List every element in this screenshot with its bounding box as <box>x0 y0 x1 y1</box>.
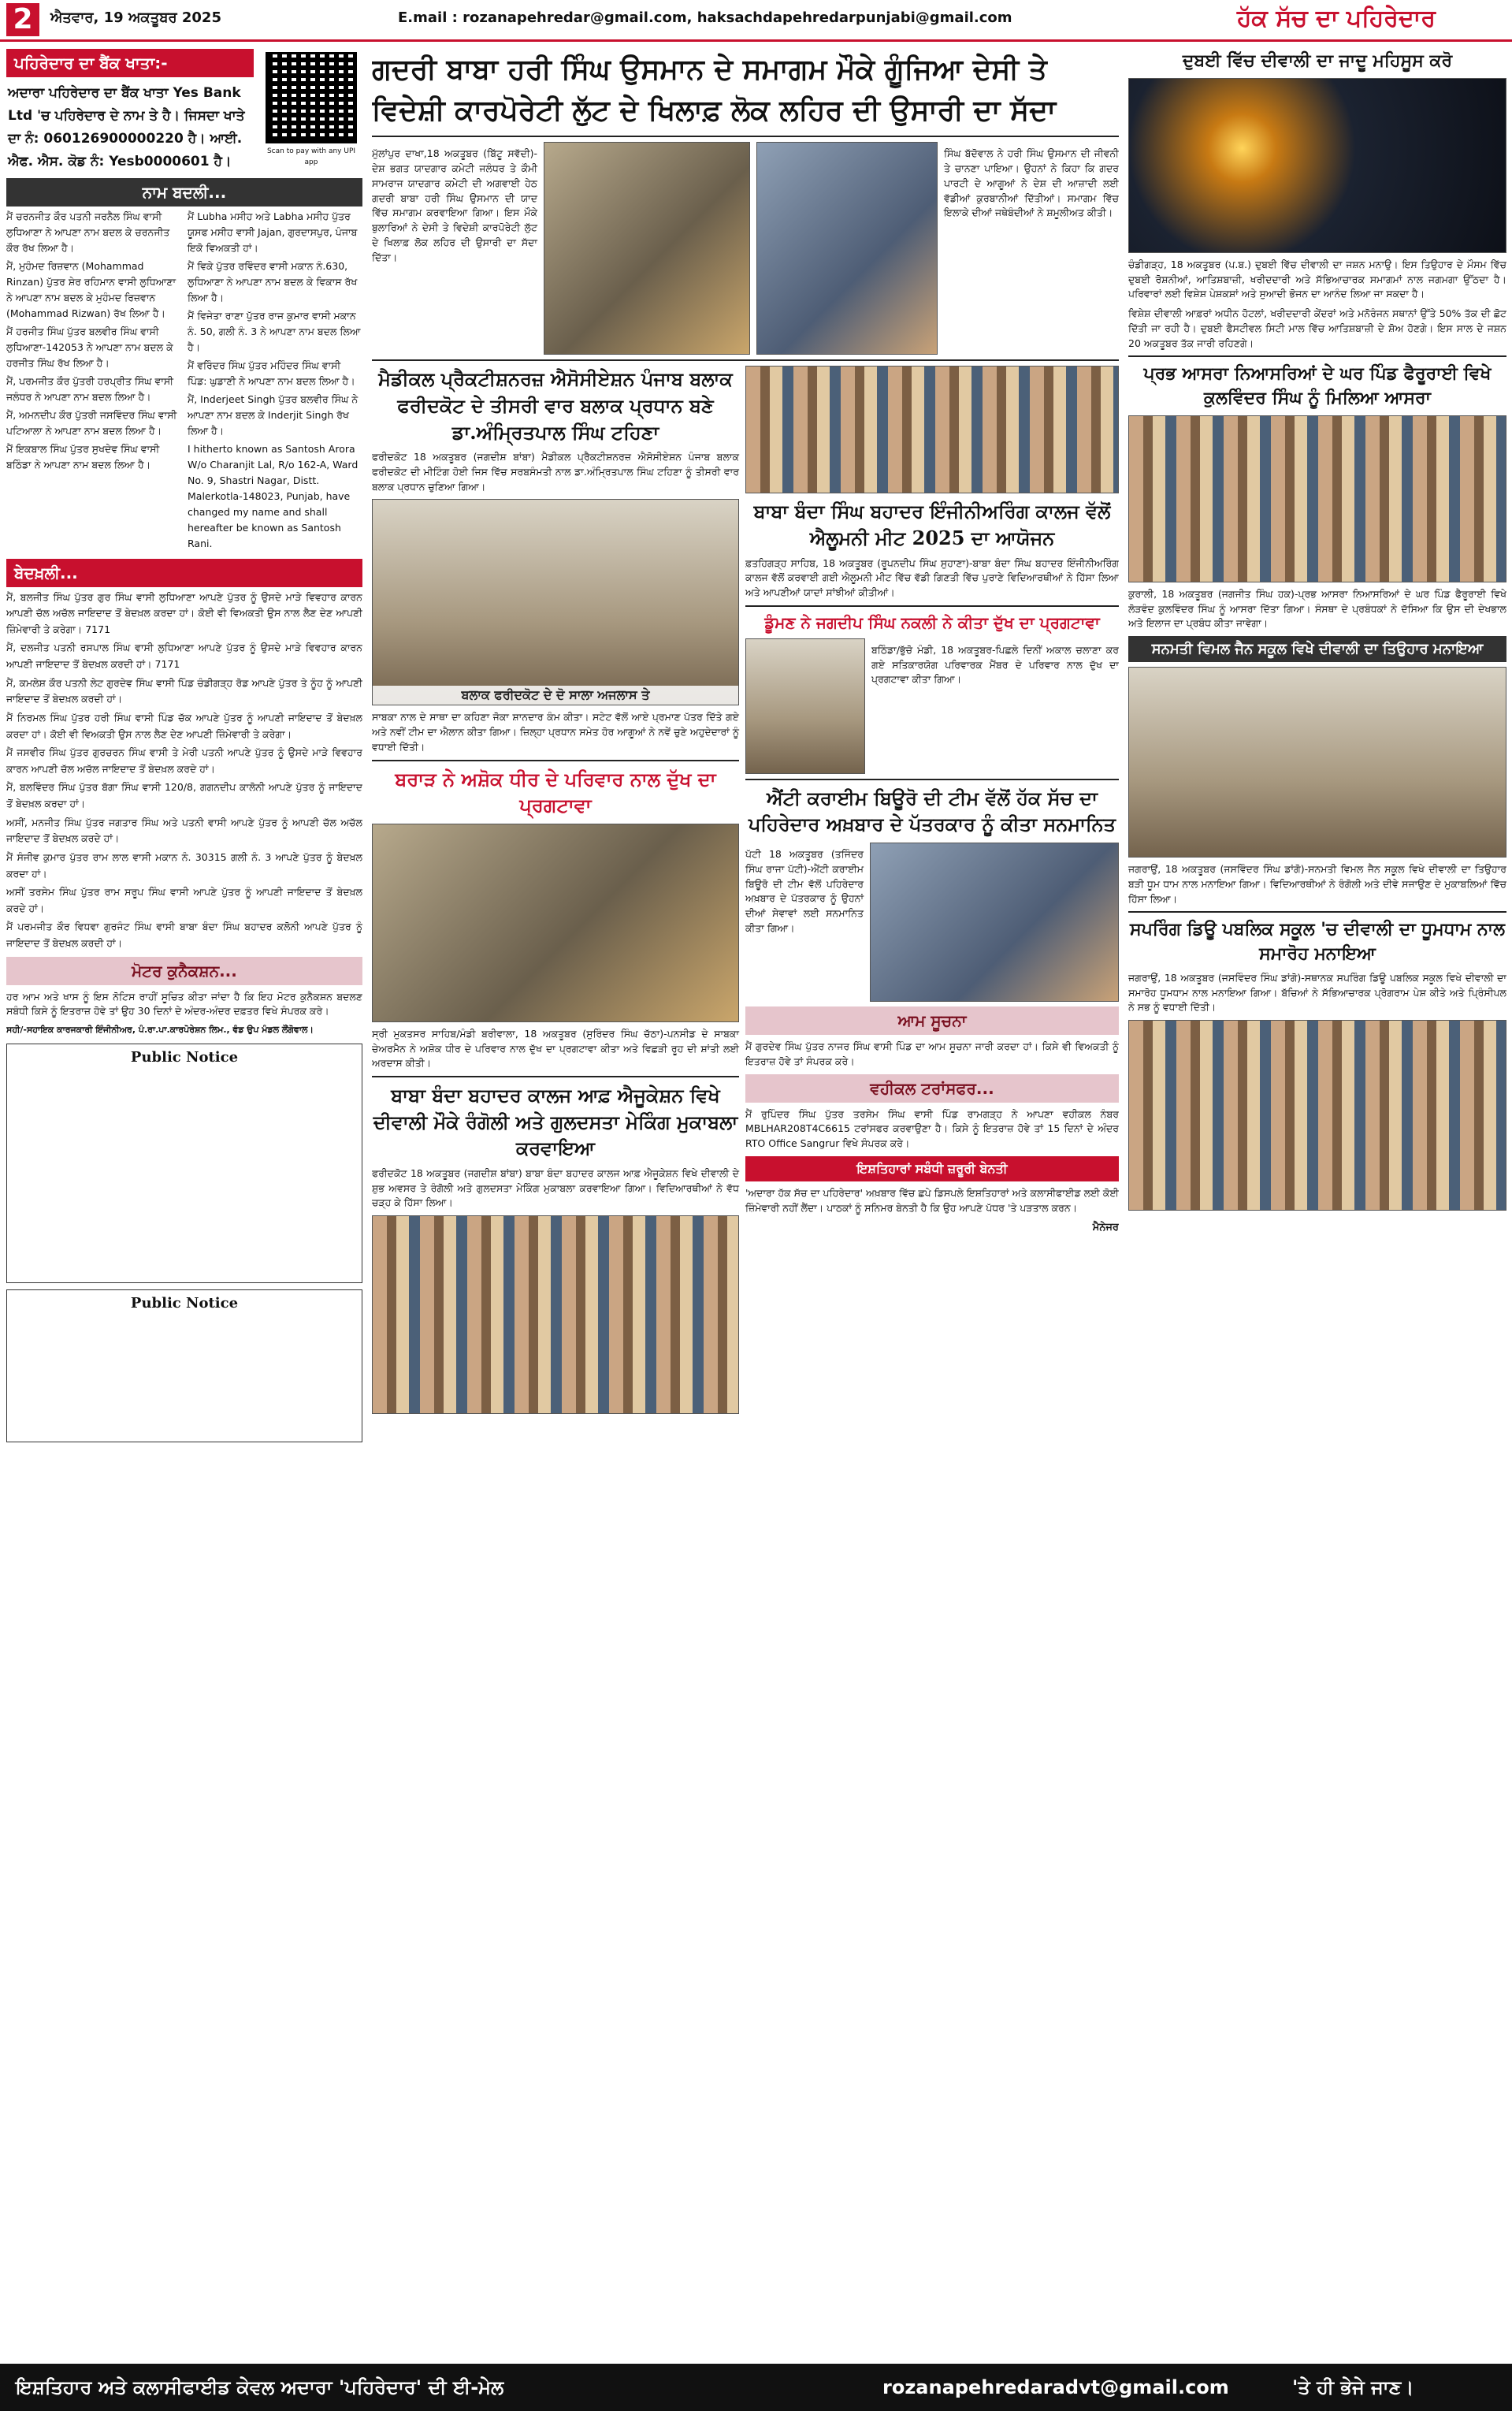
footer-text-left: ਇਸ਼ਤਿਹਾਰ ਅਤੇ ਕਲਾਸੀਫਾਈਡ ਕੇਵਲ ਅਦਾਰਾ 'ਪਹਿਰੇਦਾਰ' ਦੀ ਈ-ਮੇਲ <box>16 2376 504 2398</box>
condolence-photo <box>372 824 739 1022</box>
sanmati-photo <box>1128 667 1506 858</box>
masthead-logo: ਹੱਕ ਸੱਚ ਦਾ ਪਹਿਰੇਦਾਰ <box>1237 5 1436 32</box>
prabh-text: ਕੁਰਾਲੀ, 18 ਅਕਤੂਬਰ (ਜਗਜੀਤ ਸਿੰਘ ਹਕ)-ਪ੍ਰਭ ਆਸਰਾ ਨਿਆਸਰਿਆਂ ਦੇ ਘਰ ਪਿੰਡ ਫੈਰੂਰਾਈ ਵਿਖੇ ਲੋੜਵੰਦ ਕੁਲਵਿੰਦਰ ਸਿੰਘ ਨੂੰ ਆਸਰਾ ਦਿੱਤਾ ਗਿਆ। ਸੰਸਥਾ ਦੇ ਪ੍ਰਬੰਧਕਾਂ ਨੇ ਦੱਸਿਆ ਕਿ ਉਸ ਦੀ ਦੇਖਭਾਲ ਅਤੇ ਇਲਾਜ ਦਾ ਪ੍ਰਬੰਧ ਕੀਤਾ ਜਾਵੇਗਾ। <box>1128 587 1506 630</box>
ad-notice-sign: ਮੈਨੇਜਰ <box>1092 1222 1119 1234</box>
page-date: ਐਤਵਾਰ, 19 ਅਕਤੂਬਰ 2025 <box>50 9 221 26</box>
public-notice-title: Public Notice <box>130 1294 239 1312</box>
list-item: ਮੈਂ ਵਿਕੇ ਪੁੱਤਰ ਰਵਿੰਦਰ ਵਾਸੀ ਮਕਾਨ ਨੰ.630, ਲੁਧਿਆਣਾ ਨੇ ਆਪਣਾ ਨਾਮ ਬਦਲ ਕੇ ਵਿਕਾਸ ਰੱਖ ਲਿਆ ਹੈ। <box>188 259 358 303</box>
motor-text: ਹਰ ਆਮ ਅਤੇ ਖਾਸ ਨੂੰ ਇਸ ਨੋਟਿਸ ਰਾਹੀਂ ਸੂਚਿਤ ਕੀਤਾ ਜਾਂਦਾ ਹੈ ਕਿ ਇਹ ਮੋਟਰ ਕੁਨੈਕਸ਼ਨ ਬਦਲਣ ਸਬੰਧੀ ਕਿਸੇ ਨੂੰ ਇਤਰਾਜ਼ ਹੋਵੇ ਤਾਂ ਉਹ 30 ਦਿਨਾਂ ਦੇ ਅੰਦਰ-ਅੰਦਰ ਦਫ਼ਤਰ ਵਿਖੇ ਸੰਪਰਕ ਕਰੇ। <box>6 990 362 1018</box>
qr-caption: Scan to pay with any UPI app <box>266 147 356 166</box>
footer-bar <box>0 2364 1512 2411</box>
left-column <box>6 49 362 2364</box>
footer-text-right: 'ਤੇ ਹੀ ਭੇਜੇ ਜਾਣ। <box>1292 2376 1414 2398</box>
dubai-text-b: ਵਿਸ਼ੇਸ਼ ਦੀਵਾਲੀ ਆਫ਼ਰਾਂ ਅਧੀਨ ਹੋਟਲਾਂ, ਖਰੀਦਦਾਰੀ ਕੇਂਦਰਾਂ ਅਤੇ ਮਨੋਰੰਜਨ ਸਥਾਨਾਂ ਉੱਤੇ 50% ਤੱਕ ਦੀ ਛੋਟ ਦਿੱਤੀ ਜਾ ਰਹੀ ਹੈ। ਦੁਬਈ ਫੈਸਟੀਵਲ ਸਿਟੀ ਮਾਲ ਵਿੱਚ ਆਤਿਸ਼ਬਾਜ਼ੀ ਦੇ ਸ਼ੋਅ ਹੋਣਗੇ। ਇਸ ਸਾਲ ਦੇ ਜਸ਼ਨ 20 ਅਕਤੂਬਰ ਤੱਕ ਜਾਰੀ ਰਹਿਣਗੇ। <box>1128 307 1506 349</box>
bank-title: ਪਹਿਰੇਦਾਰ ਦਾ ਬੈਂਕ ਖਾਤਾ:- <box>6 49 254 77</box>
header-email: E.mail : rozanapehredar@gmail.com, haksachdapehredarpunjabi@gmail.com <box>398 9 1012 26</box>
sanmati-headline: ਸਨਮਤੀ ਵਿਮਲ ਜੈਨ ਸਕੂਲ ਵਿਖੇ ਦੀਵਾਲੀ ਦਾ ਤਿਉਹਾਰ ਮਨਾਇਆ <box>1128 636 1506 662</box>
portrait-photo <box>745 638 865 774</box>
prabh-headline: ਪ੍ਰਭ ਆਸਰਾ ਨਿਆਸਰਿਆਂ ਦੇ ਘਰ ਪਿੰਡ ਫੈਰੂਰਾਈ ਵਿਖੇ ਕੁਲਵਿੰਦਰ ਸਿੰਘ ਨੂੰ ਮਿਲਿਆ ਆਸਰਾ <box>1143 363 1492 409</box>
list-item: ਮੈਂ ਪਰਮਜੀਤ ਕੌਰ ਵਿਧਵਾ ਗੁਰਜੰਟ ਸਿੰਘ ਵਾਸੀ ਬਾਬਾ ਬੰਦਾ ਸਿੰਘ ਬਹਾਦਰ ਕਲੋਨੀ ਆਪਣੇ ਪੁੱਤਰ ਨੂੰ ਜਾਇਦਾਦ ਤੋਂ ਬੇਦਖ਼ਲ ਕਰਦੀ ਹਾਂ। <box>6 921 362 950</box>
diwali-college-headline: ਬਾਬਾ ਬੰਦਾ ਬਹਾਦਰ ਕਾਲਜ ਆਫ਼ ਐਜੂਕੇਸ਼ਨ ਵਿਖੇ ਦੀਵਾਲੀ ਮੌਕੇ ਰੰਗੋਲੀ ਅਤੇ ਗੁਲਦਸਤਾ ਮੇਕਿੰਗ ਮੁਕਾਬਲਾ ਕਰਵਾਇਆ <box>373 1084 738 1160</box>
motor-title: ਮੋਟਰ ਕੁਨੈਕਸ਼ਨ... <box>6 957 362 985</box>
ad-notice-text: 'ਅਦਾਰਾ ਹੱਕ ਸੱਚ ਦਾ ਪਹਿਰੇਦਾਰ' ਅਖ਼ਬਾਰ ਵਿੱਚ ਛਪੇ ਡਿਸਪਲੇ ਇਸ਼ਤਿਹਾਰਾਂ ਅਤੇ ਕਲਾਸੀਫਾਈਡ ਲਈ ਕੋਈ ਜ਼ਿੰਮੇਵਾਰੀ ਨਹੀਂ ਲੈਂਦਾ। ਪਾਠਕਾਂ ਨੂੰ ਸਨਿਮਰ ਬੇਨਤੀ ਹੈ ਕਿ ਉਹ ਆਪਣੇ ਪੱਧਰ 'ਤੇ ਪੜਤਾਲ ਕਰਨ। <box>745 1186 1119 1214</box>
condolence-headline: ਬਰਾੜ ਨੇ ਅਸ਼ੋਕ ਧੀਰ ਦੇ ਪਰਿਵਾਰ ਨਾਲ ਦੁੱਖ ਦਾ ਪ੍ਰਗਟਾਵਾ <box>395 767 716 817</box>
nakli-headline: ਡੂੰਮਣ ਨੇ ਜਗਦੀਪ ਸਿੰਘ ਨਕਲੀ ਨੇ ਕੀਤਾ ਦੁੱਖ ਦਾ ਪ੍ਰਗਟਾਵਾ <box>764 612 1100 632</box>
public-notice-title: Public Notice <box>130 1048 239 1066</box>
spring-headline: ਸਪਰਿੰਗ ਡਿਊ ਪਬਲਿਕ ਸਕੂਲ 'ਚ ਦੀਵਾਲੀ ਦਾ ਧੂਮਧਾਮ ਨਾਲ ਸਮਾਰੋਹ ਮਨਾਇਆ <box>1130 919 1505 965</box>
prabh-photo <box>1128 415 1506 582</box>
list-item: ਮੈਂ, ਦਲਜੀਤ ਪਤਨੀ ਰਸਪਾਲ ਸਿੰਘ ਵਾਸੀ ਲੁਧਿਆਣਾ ਆਪਣੇ ਪੁੱਤਰ ਨੂੰ ਉਸਦੇ ਮਾੜੇ ਵਿਵਹਾਰ ਕਾਰਨ ਆਪਣੀ ਜਾਇਦਾਦ ਤੋਂ ਬੇਦਖ਼ਲ ਕਰਦੀ ਹਾਂ। 7171 <box>6 642 362 671</box>
list-item: ਮੈਂ ਜਸਵੀਰ ਸਿੰਘ ਪੁੱਤਰ ਗੁਰਚਰਨ ਸਿੰਘ ਵਾਸੀ ਤੇ ਮੇਰੀ ਪਤਨੀ ਆਪਣੇ ਪੁੱਤਰ ਨੂੰ ਉਸਦੇ ਮਾੜੇ ਵਿਵਹਾਰ ਕਾਰਨ ਆਪਣੀ ਚੱਲ ਅਚੱਲ ਜਾਇਦਾਦ ਤੋਂ ਬੇਦਖ਼ਲ ਕਰਦੇ ਹਾਂ। <box>6 746 362 775</box>
diwali-college-text: ਫਰੀਦਕੋਟ 18 ਅਕਤੂਬਰ (ਜਗਦੀਸ਼ ਬਾਂਬਾ) ਬਾਬਾ ਬੰਦਾ ਬਹਾਦਰ ਕਾਲਜ ਆਫ਼ ਐਜੂਕੇਸ਼ਨ ਵਿਖੇ ਦੀਵਾਲੀ ਦੇ ਸ਼ੁਭ ਅਵਸਰ ਤੇ ਰੰਗੋਲੀ ਅਤੇ ਗੁਲਦਸਤਾ ਮੇਕਿੰਗ ਮੁਕਾਬਲਾ ਕਰਵਾਇਆ ਗਿਆ। ਵਿਦਿਆਰਥੀਆਂ ਨੇ ਵੱਧ ਚੜ੍ਹ ਕੇ ਹਿੱਸਾ ਲਿਆ। <box>372 1166 739 1209</box>
medical-headline: ਮੈਡੀਕਲ ਪ੍ਰੈਕਟੀਸ਼ਨਰਜ਼ ਐਸੋਸੀਏਸ਼ਨ ਪੰਜਾਬ ਬਲਾਕ ਫਰੀਦਕੋਟ ਦੇ ਤੀਸਰੀ ਵਾਰ ਬਲਾਕ ਪ੍ਰਧਾਨ ਬਣੇ ਡਾ.ਅੰਮ੍ਰਿਤਪਾਲ ਸਿੰਘ ਟਹਿਣਾ <box>378 367 733 444</box>
lead-photo-2 <box>756 142 938 355</box>
medical-text-b: ਸਾਬਕਾ ਨਾਲ ਦੇ ਸਾਥਾ ਦਾ ਕਹਿਣਾ ਜੋਕਾ ਸ਼ਾਨਦਾਰ ਕੰਮ ਕੀਤਾ। ਸਟੇਟ ਵੱਲੋਂ ਆਏ ਪ੍ਰਮਾਣ ਪੱਤਰ ਦਿੱਤੇ ਗਏ ਅਤੇ ਨਵੀਂ ਟੀਮ ਦਾ ਐਲਾਨ ਕੀਤਾ ਗਿਆ। ਜ਼ਿਲ੍ਹਾ ਪ੍ਰਧਾਨ ਸਮੇਤ ਹੋਰ ਆਗੂਆਂ ਨੇ ਨਵੇਂ ਚੁਣੇ ਅਹੁਦੇਦਾਰਾਂ ਨੂੰ ਵਧਾਈ ਦਿੱਤੀ। <box>372 711 739 753</box>
vehicle-title: ਵਹੀਕਲ ਟਰਾਂਸਫਰ... <box>745 1074 1119 1103</box>
alumni-photo <box>745 366 1119 493</box>
medical-photo-caption: ਬਲਾਕ ਫਰੀਦਕੋਟ ਦੇ ਦੋ ਸਾਲਾ ਅਜਲਾਸ ਤੇ <box>373 686 738 705</box>
list-item: ਮੈਂ ਸੰਜੀਵ ਕੁਮਾਰ ਪੁੱਤਰ ਰਾਮ ਲਾਲ ਵਾਸੀ ਮਕਾਨ ਨੰ. 30315 ਗਲੀ ਨੰ. 3 ਆਪਣੇ ਪੁੱਤਰ ਨੂੰ ਬੇਦਖ਼ਲ ਕਰਦਾ ਹਾਂ। <box>6 850 362 880</box>
condolence-text: ਸ੍ਰੀ ਮੁਕਤਸਰ ਸਾਹਿਬ/ਮੰਡੀ ਬਰੀਵਾਲਾ, 18 ਅਕਤੂਬਰ (ਸੁਰਿੰਦਰ ਸਿੰਘ ਚੱਠਾ)-ਪਨਸੀਡ ਦੇ ਸਾਬਕਾ ਚੇਅਰਮੈਨ ਨੇ ਅਸ਼ੋਕ ਧੀਰ ਦੇ ਪਰਿਵਾਰ ਨਾਲ ਦੁੱਖ ਦਾ ਪ੍ਰਗਟਾਵਾ ਕੀਤਾ ਅਤੇ ਵਿਛੜੀ ਰੂਹ ਦੀ ਸ਼ਾਂਤੀ ਲਈ ਅਰਦਾਸ ਕੀਤੀ। <box>372 1027 739 1070</box>
name-change-title: ਨਾਮ ਬਦਲੀ... <box>6 178 362 206</box>
nakli-text: ਬਠਿੰਡਾ/ਭੁੱਚੋ ਮੰਡੀ, 18 ਅਕਤੂਬਰ-ਪਿਛਲੇ ਦਿਨੀਂ ਅਕਾਲ ਚਲਾਣਾ ਕਰ ਗਏ ਸਤਿਕਾਰਯੋਗ ਪਰਿਵਾਰਕ ਮੈਂਬਰ ਦੇ ਪਰਿਵਾਰ ਨਾਲ ਦੁੱਖ ਦਾ ਪ੍ਰਗਟਾਵਾ ਕੀਤਾ ਗਿਆ। <box>871 643 1119 686</box>
center-column <box>372 49 1119 2364</box>
dubai-headline: ਦੁਬਈ ਵਿੱਚ ਦੀਵਾਲੀ ਦਾ ਜਾਦੂ ਮਹਿਸੂਸ ਕਰੋ <box>1182 50 1453 71</box>
diwali-college-photo <box>372 1215 739 1414</box>
lead-headline: ਗਦਰੀ ਬਾਬਾ ਹਰੀ ਸਿੰਘ ਉਸਮਾਨ ਦੇ ਸਮਾਗਮ ਮੌਕੇ ਗੂੰਜਿਆ ਦੇਸੀ ਤੇ ਵਿਦੇਸ਼ੀ ਕਾਰਪੋਰੇਟੀ ਲੁੱਟ ਦੇ ਖਿਲਾਫ਼ ਲੋਕ ਲਹਿਰ ਦੀ ਉਸਾਰੀ ਦਾ ਸੱਦਾ <box>372 53 1057 128</box>
list-item: ਮੈਂ ਇਕਬਾਲ ਸਿੰਘ ਪੁੱਤਰ ਸੁਖਦੇਵ ਸਿੰਘ ਵਾਸੀ ਬਠਿੰਡਾ ਨੇ ਆਪਣਾ ਨਾਮ ਬਦਲ ਲਿਆ ਹੈ। <box>6 442 160 471</box>
list-item: ਮੈਂ, ਪਰਮਜੀਤ ਕੌਰ ਪੁੱਤਰੀ ਹਰਪ੍ਰੀਤ ਸਿੰਘ ਵਾਸੀ ਜਲੰਧਰ ਨੇ ਆਪਣਾ ਨਾਮ ਬਦਲ ਲਿਆ ਹੈ। <box>6 374 173 403</box>
list-item: ਮੈਂ, ਮੁਹੰਮਦ ਰਿਜ਼ਵਾਨ (Mohammad Rinzan) ਪੁੱਤਰ ਸ਼ੇਰ ਰਹਿਮਾਨ ਵਾਸੀ ਲੁਧਿਆਣਾ ਨੇ ਆਪਣਾ ਨਾਮ ਬਦਲ ਕੇ ਮੁਹੰਮਦ ਰਿਜ਼ਵਾਨ (Mohammad Rizwan) ਰੱਖ ਲਿਆ ਹੈ। <box>6 259 176 319</box>
lead-text-b: ਸਿੰਘ ਬੱਦੋਵਾਲ ਨੇ ਹਰੀ ਸਿੰਘ ਉਸਮਾਨ ਦੀ ਜੀਵਨੀ ਤੇ ਚਾਨਣਾ ਪਾਇਆ। ਉਹਨਾਂ ਨੇ ਕਿਹਾ ਕਿ ਗਦਰ ਪਾਰਟੀ ਦੇ ਆਗੂਆਂ ਨੇ ਦੇਸ਼ ਦੀ ਆਜ਼ਾਦੀ ਲਈ ਵੱਡੀਆਂ ਕੁਰਬਾਨੀਆਂ ਦਿੱਤੀਆਂ। ਸਮਾਗਮ ਵਿੱਚ ਇਲਾਕੇ ਦੀਆਂ ਜਥੇਬੰਦੀਆਂ ਨੇ ਸ਼ਮੂਲੀਅਤ ਕੀਤੀ। <box>944 147 1119 219</box>
list-item: I hitherto known as Santosh Arora W/o Charanjit Lal, R/o 162-A, Ward No. 9, Shastri Nagar, Distt. Malerkotla-148023, Punjab, have changed my name and shall hereafter be known as Santosh Rani. <box>188 442 358 549</box>
list-item: ਮੈਂ ਵਰਿੰਦਰ ਸਿੰਘ ਪੁੱਤਰ ਮਹਿੰਦਰ ਸਿੰਘ ਵਾਸੀ ਪਿੰਡ: ਘੁਡਾਣੀ ਨੇ ਆਪਣਾ ਨਾਮ ਬਦਲ ਲਿਆ ਹੈ। <box>188 359 355 387</box>
aam-suchna-text: ਮੈਂ ਗੁਰਦੇਵ ਸਿੰਘ ਪੁੱਤਰ ਨਾਜਰ ਸਿੰਘ ਵਾਸੀ ਪਿੰਡ ਦਾ ਆਮ ਸੂਚਨਾ ਜਾਰੀ ਕਰਦਾ ਹਾਂ। ਕਿਸੇ ਵੀ ਵਿਅਕਤੀ ਨੂੰ ਇਤਰਾਜ਼ ਹੋਵੇ ਤਾਂ ਸੰਪਰਕ ਕਰੇ। <box>745 1040 1119 1067</box>
list-item: ਮੈਂ, ਬਲਜੀਤ ਸਿੰਘ ਪੁੱਤਰ ਗੁਰ ਸਿੰਘ ਵਾਸੀ ਲੁਧਿਆਣਾ ਆਪਣੇ ਪੁੱਤਰ ਨੂੰ ਉਸਦੇ ਮਾੜੇ ਵਿਵਹਾਰ ਕਾਰਨ ਆਪਣੀ ਚੱਲ ਅਚੱਲ ਜਾਇਦਾਦ ਤੋਂ ਬੇਦਖ਼ਲ ਕਰਦਾ ਹਾਂ। ਕੋਈ ਵੀ ਵਿਅਕਤੀ ਉਸ ਨਾਲ ਲੈਣ ਦੇਣ ਆਪਣੀ ਜ਼ਿੰਮੇਵਾਰੀ ਤੇ ਕਰੇਗਾ। 7171 <box>6 590 362 635</box>
list-item: ਮੈਂ ਚਰਨਜੀਤ ਕੌਰ ਪਤਨੀ ਜਰਨੈਲ ਸਿੰਘ ਵਾਸੀ ਲੁਧਿਆਣਾ ਨੇ ਆਪਣਾ ਨਾਮ ਬਦਲ ਕੇ ਚਰਨਜੀਤ ਕੌਰ ਰੱਖ ਲਿਆ ਹੈ। <box>6 210 170 254</box>
vehicle-text: ਮੈਂ ਰੁਪਿੰਦਰ ਸਿੰਘ ਪੁੱਤਰ ਤਰਸੇਮ ਸਿੰਘ ਵਾਸੀ ਪਿੰਡ ਰਾਮਗੜ੍ਹ ਨੇ ਆਪਣਾ ਵਹੀਕਲ ਨੰਬਰ MBLHAR208T4C6615 ਟਰਾਂਸਫਰ ਕਰਵਾਉਣਾ ਹੈ। ਕਿਸੇ ਨੂੰ ਇਤਰਾਜ਼ ਹੋਵੇ ਤਾਂ 15 ਦਿਨਾਂ ਦੇ ਅੰਦਰ RTO Office Sangrur ਵਿਖੇ ਸੰਪਰਕ ਕਰੇ। <box>745 1107 1119 1149</box>
list-item: ਮੈਂ ਵਿਜੇਤਾ ਰਾਣਾ ਪੁੱਤਰ ਰਾਜ ਕੁਮਾਰ ਵਾਸੀ ਮਕਾਨ ਨੰ. 50, ਗਲੀ ਨੰ. 3 ਨੇ ਆਪਣਾ ਨਾਮ ਬਦਲ ਲਿਆ ਹੈ। <box>188 309 361 353</box>
qr-code-icon[interactable] <box>266 52 357 143</box>
list-item: ਮੈਂ, ਅਮਨਦੀਪ ਕੌਰ ਪੁੱਤਰੀ ਜਸਵਿੰਦਰ ਸਿੰਘ ਵਾਸੀ ਪਟਿਆਲਾ ਨੇ ਆਪਣਾ ਨਾਮ ਬਦਲ ਲਿਆ ਹੈ। <box>6 408 177 437</box>
dubai-text: ਚੰਡੀਗੜ੍ਹ, 18 ਅਕਤੂਬਰ (ਪ.ਬ.) ਦੁਬਈ ਵਿੱਚ ਦੀਵਾਲੀ ਦਾ ਜਸ਼ਨ ਮਨਾਉ। ਇਸ ਤਿਉਹਾਰ ਦੇ ਮੌਸਮ ਵਿੱਚ ਦੁਬਈ ਰੋਸ਼ਨੀਆਂ, ਆਤਿਸ਼ਬਾਜ਼ੀ, ਖਰੀਦਦਾਰੀ ਅਤੇ ਸੱਭਿਆਚਾਰਕ ਸਮਾਗਮਾਂ ਨਾਲ ਜਗਮਗਾ ਉੱਠਦਾ ਹੈ। ਪਰਿਵਾਰਾਂ ਲਈ ਵਿਸ਼ੇਸ਼ ਪੇਸ਼ਕਸ਼ਾਂ ਅਤੇ ਸੁਆਦੀ ਭੋਜਨ ਦਾ ਆਨੰਦ ਲਿਆ ਜਾ ਸਕਦਾ ਹੈ। <box>1128 258 1506 300</box>
medical-photo <box>372 499 739 705</box>
list-item: ਮੈਂ, Inderjeet Singh ਪੁੱਤਰ ਬਲਵੀਰ ਸਿੰਘ ਨੇ ਆਪਣਾ ਨਾਮ ਬਦਲ ਕੇ Inderjit Singh ਰੱਖ ਲਿਆ ਹੈ। <box>188 393 358 437</box>
name-change-list-a <box>6 206 181 554</box>
page-header <box>0 0 1512 42</box>
alumni-text: ਫ਼ਤਹਿਗੜ੍ਹ ਸਾਹਿਬ, 18 ਅਕਤੂਬਰ (ਰੂਪਨਦੀਪ ਸਿੰਘ ਸੁਹਾਣਾ)-ਬਾਬਾ ਬੰਦਾ ਸਿੰਘ ਬਹਾਦਰ ਇੰਜੀਨੀਅਰਿੰਗ ਕਾਲਜ ਵੱਲੋਂ ਕਰਵਾਈ ਗਈ ਐਲੂਮਨੀ ਮੀਟ ਵਿੱਚ ਵੱਡੀ ਗਿਣਤੀ ਵਿੱਚ ਪੁਰਾਣੇ ਵਿਦਿਆਰਥੀਆਂ ਨੇ ਹਿੱਸਾ ਲਿਆ ਅਤੇ ਆਪਣੀਆਂ ਯਾਦਾਂ ਸਾਂਝੀਆਂ ਕੀਤੀਆਂ। <box>745 556 1119 599</box>
medical-text: ਫਰੀਦਕੋਟ 18 ਅਕਤੂਬਰ (ਜਗਦੀਸ਼ ਬਾਂਬਾ) ਮੈਡੀਕਲ ਪ੍ਰੈਕਟੀਸ਼ਨਰਜ਼ ਐਸੋਸੀਏਸ਼ਨ ਪੰਜਾਬ ਬਲਾਕ ਫਰੀਦਕੋਟ ਦੀ ਮੀਟਿੰਗ ਹੋਈ ਜਿਸ ਵਿੱਚ ਸਰਬਸੰਮਤੀ ਨਾਲ ਡਾ.ਅੰਮ੍ਰਿਤਪਾਲ ਸਿੰਘ ਟਹਿਣਾ ਨੂੰ ਤੀਸਰੀ ਵਾਰ ਬਲਾਕ ਪ੍ਰਧਾਨ ਚੁਣਿਆ ਗਿਆ। <box>372 451 739 493</box>
anticrime-headline: ਐਂਟੀ ਕਰਾਈਮ ਬਿਊਰੋ ਦੀ ਟੀਮ ਵੱਲੋਂ ਹੱਕ ਸੱਚ ਦਾ ਪਹਿਰੇਦਾਰ ਅਖ਼ਬਾਰ ਦੇ ਪੱਤਰਕਾਰ ਨੂੰ ਕੀਤਾ ਸਨਮਾਨਿਤ <box>748 786 1116 836</box>
list-item: ਮੈਂ, ਕਮਲੇਸ਼ ਕੌਰ ਪਤਨੀ ਲੇਟ ਗੁਰਦੇਵ ਸਿੰਘ ਵਾਸੀ ਪਿੰਡ ਚੰਡੀਗੜ੍ਹ ਰੋਡ ਆਪਣੇ ਪੁੱਤਰ ਤੇ ਨੂੰਹ ਨੂੰ ਆਪਣੀ ਜਾਇਦਾਦ ਤੋਂ ਬੇਦਖ਼ਲ ਕਰਦੀ ਹਾਂ। <box>6 676 362 705</box>
public-notice-1 <box>6 1044 362 1283</box>
list-item: ਮੈਂ, ਬਲਵਿੰਦਰ ਸਿੰਘ ਪੁੱਤਰ ਬੱਗਾ ਸਿੰਘ ਵਾਸੀ 120/8, ਗਗਨਦੀਪ ਕਾਲੋਨੀ ਆਪਣੇ ਪੁੱਤਰ ਨੂੰ ਜਾਇਦਾਦ ਤੋਂ ਬੇਦਖ਼ਲ ਕਰਦਾ ਹਾਂ। <box>6 781 362 810</box>
list-item: ਅਸੀਂ ਤਰਸੇਮ ਸਿੰਘ ਪੁੱਤਰ ਰਾਮ ਸਰੂਪ ਸਿੰਘ ਵਾਸੀ ਆਪਣੇ ਪੁੱਤਰ ਨੂੰ ਆਪਣੀ ਜਾਇਦਾਦ ਤੋਂ ਬੇਦਖ਼ਲ ਕਰਦੇ ਹਾਂ। <box>6 886 362 914</box>
lead-photo-1 <box>544 142 750 355</box>
list-item: ਮੈਂ ਹਰਜੀਤ ਸਿੰਘ ਪੁੱਤਰ ਬਲਵੀਰ ਸਿੰਘ ਵਾਸੀ ਲੁਧਿਆਣਾ-142053 ਨੇ ਆਪਣਾ ਨਾਮ ਬਦਲ ਕੇ ਹਰਜੀਤ ਸਿੰਘ ਰੱਖ ਲਿਆ ਹੈ। <box>6 325 173 369</box>
right-column <box>1128 49 1506 2364</box>
disown-title: ਬੇਦਖ਼ਲੀ... <box>6 559 362 587</box>
footer-email[interactable]: rozanapehredaradvt@gmail.com <box>882 2376 1229 2398</box>
list-item: ਮੈਂ Lubha ਮਸੀਹ ਅਤੇ Labha ਮਸੀਹ ਪੁੱਤਰ ਯੂਸਫ ਮਸੀਹ ਵਾਸੀ Jajan, ਗੁਰਦਾਸਪੁਰ, ਪੰਜਾਬ ਇਕੋ ਵਿਅਕਤੀ ਹਾਂ। <box>188 210 358 254</box>
ad-notice-title: ਇਸ਼ਤਿਹਾਰਾਂ ਸਬੰਧੀ ਜ਼ਰੂਰੀ ਬੇਨਤੀ <box>745 1156 1119 1181</box>
spring-text: ਜਗਰਾਉਂ, 18 ਅਕਤੂਬਰ (ਜਸਵਿੰਦਰ ਸਿੰਘ ਡਾਂਗੋ)-ਸਥਾਨਕ ਸਪਰਿੰਗ ਡਿਊ ਪਬਲਿਕ ਸਕੂਲ ਵਿਖੇ ਦੀਵਾਲੀ ਦਾ ਸਮਾਰੋਹ ਧੂਮਧਾਮ ਨਾਲ ਮਨਾਇਆ ਗਿਆ। ਬੱਚਿਆਂ ਨੇ ਸੱਭਿਆਚਾਰਕ ਪ੍ਰੋਗਰਾਮ ਪੇਸ਼ ਕੀਤੇ ਅਤੇ ਪ੍ਰਿੰਸੀਪਲ ਨੇ ਸਭ ਨੂੰ ਵਧਾਈ ਦਿੱਤੀ। <box>1128 971 1506 1014</box>
name-change-list-b <box>188 206 362 554</box>
page-number: 2 <box>6 3 39 36</box>
alumni-headline: ਬਾਬਾ ਬੰਦਾ ਸਿੰਘ ਬਹਾਦਰ ਇੰਜੀਨੀਅਰਿੰਗ ਕਾਲਜ ਵੱਲੋਂ ਐਲੂਮਨੀ ਮੀਟ 2025 ਦਾ ਆਯੋਜਨ <box>753 500 1111 549</box>
aam-suchna-title: ਆਮ ਸੂਚਨਾ <box>745 1006 1119 1035</box>
bank-text: ਅਦਾਰਾ ਪਹਿਰੇਦਾਰ ਦਾ ਬੈਂਕ ਖਾਤਾ Yes Bank Ltd 'ਚ ਪਹਿਰੇਦਾਰ ਦੇ ਨਾਮ ਤੇ ਹੈ। ਜਿਸਦਾ ਖਾਤੇ ਦਾ ਨੰ: 060126900000220 ਹੈ। ਆਈ. ਐਫ. ਐਸ. ਕੋਡ ਨੰ: Yesb0000601 ਹੈ। <box>8 85 245 169</box>
sanmati-text: ਜਗਰਾਉਂ, 18 ਅਕਤੂਬਰ (ਜਸਵਿੰਦਰ ਸਿੰਘ ਡਾਂਗੋ)-ਸਨਮਤੀ ਵਿਮਲ ਜੈਨ ਸਕੂਲ ਵਿਖੇ ਦੀਵਾਲੀ ਦਾ ਤਿਉਹਾਰ ਬੜੀ ਧੂਮ ਧਾਮ ਨਾਲ ਮਨਾਇਆ ਗਿਆ। ਵਿਦਿਆਰਥੀਆਂ ਨੇ ਰੰਗੋਲੀ ਅਤੇ ਦੀਵੇ ਸਜਾਉਣ ਦੇ ਮੁਕਾਬਲਿਆਂ ਵਿੱਚ ਹਿੱਸਾ ਲਿਆ। <box>1128 863 1506 905</box>
disown-list <box>6 590 362 952</box>
list-item: ਮੈਂ ਨਿਰਮਲ ਸਿੰਘ ਪੁੱਤਰ ਹਰੀ ਸਿੰਘ ਵਾਸੀ ਪਿੰਡ ਚੱਕ ਆਪਣੇ ਪੁੱਤਰ ਨੂੰ ਆਪਣੀ ਜਾਇਦਾਦ ਤੋਂ ਬੇਦਖ਼ਲ ਕਰਦਾ ਹਾਂ। ਕੋਈ ਵੀ ਵਿਅਕਤੀ ਉਸ ਨਾਲ ਲੈਣ ਦੇਣ ਆਪਣੀ ਜ਼ਿੰਮੇਵਾਰੀ ਤੇ ਕਰੇਗਾ। <box>6 711 362 740</box>
motor-footnote: ਸਹੀ/-ਸਹਾਇਕ ਕਾਰਜਕਾਰੀ ਇੰਜੀਨੀਅਰ, ਪੰ.ਰਾ.ਪਾ.ਕਾਰਪੋਰੇਸ਼ਨ ਲਿਮ., ਵੰਡ ਉਪ ਮੰਡਲ ਲੌਂਗੋਵਾਲ। <box>6 1025 314 1036</box>
lead-text: ਮੁੱਲਾਂਪੁਰ ਦਾਖਾ,18 ਅਕਤੂਬਰ (ਬਿੱਟੂ ਸਵੱਦੀ)-ਦੇਸ਼ ਭਗਤ ਯਾਦਗਾਰ ਕਮੇਟੀ ਜਲੰਧਰ ਤੇ ਕੌਮੀ ਸਾਮਰਾਜ ਯਾਦਗਾਰ ਕਮੇਟੀ ਦੀ ਅਗਵਾਈ ਹੇਠ ਗਦਰੀ ਬਾਬਾ ਹਰੀ ਸਿੰਘ ਉਸਮਾਨ ਦੀ ਯਾਦ ਵਿੱਚ ਸਮਾਗਮ ਕਰਵਾਇਆ ਗਿਆ। ਇਸ ਮੌਕੇ ਬੁਲਾਰਿਆਂ ਨੇ ਦੇਸੀ ਤੇ ਵਿਦੇਸ਼ੀ ਕਾਰਪੋਰੇਟੀ ਲੁੱਟ ਦੇ ਖਿਲਾਫ਼ ਲੋਕ ਲਹਿਰ ਦੀ ਉਸਾਰੀ ਦਾ ਸੱਦਾ ਦਿੱਤਾ। <box>372 147 537 263</box>
anticrime-text: ਪੱਟੀ 18 ਅਕਤੂਬਰ (ਤਜਿੰਦਰ ਸਿੰਘ ਰਾਜਾ ਪੱਟੀ)-ਐਂਟੀ ਕਰਾਈਮ ਬਿਊਰੋ ਦੀ ਟੀਮ ਵੱਲੋਂ ਪਹਿਰੇਦਾਰ ਅਖ਼ਬਾਰ ਦੇ ਪੱਤਰਕਾਰ ਨੂੰ ਉਹਨਾਂ ਦੀਆਂ ਸੇਵਾਵਾਂ ਲਈ ਸਨਮਾਨਿਤ ਕੀਤਾ ਗਿਆ। <box>745 848 864 934</box>
spring-photo <box>1128 1020 1506 1211</box>
dubai-photo <box>1128 78 1506 253</box>
anticrime-photo <box>870 843 1119 1002</box>
list-item: ਅਸੀਂ, ਮਨਜੀਤ ਸਿੰਘ ਪੁੱਤਰ ਜਗਤਾਰ ਸਿੰਘ ਅਤੇ ਪਤਨੀ ਵਾਸੀ ਆਪਣੇ ਪੁੱਤਰ ਨੂੰ ਆਪਣੀ ਚੱਲ ਅਚੱਲ ਜਾਇਦਾਦ ਤੋਂ ਬੇਦਖ਼ਲ ਕਰਦੇ ਹਾਂ। <box>6 816 362 845</box>
public-notice-2 <box>6 1289 362 1442</box>
